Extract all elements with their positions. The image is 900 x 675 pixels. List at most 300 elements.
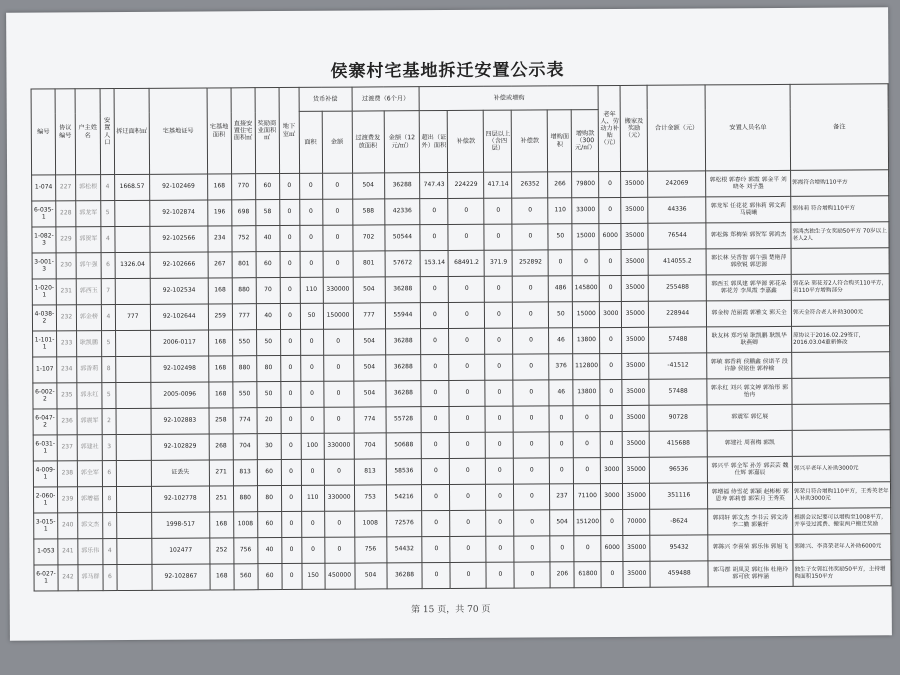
cell-cert: 证丢失 [151,460,209,486]
cell-direct: 756 [234,538,258,564]
cell-reward: 40 [258,538,282,564]
cell-w-comp: 0 [513,328,549,354]
cell-b-amt: 0 [572,250,599,276]
cell-total: 255488 [649,275,707,301]
cell-b-area: 46 [549,380,573,406]
cell-c-area: 0 [301,511,324,537]
cell-direct: 704 [233,434,257,460]
cell-cert: 92-102469 [149,174,207,200]
cell-persons: 郭同轩 郭文杰 李书云 郭文涛 李二勤 郭紫轩 [708,508,793,535]
cell-c-amt: 0 [324,511,354,537]
cell-owner: 郭乐伟 [78,539,103,565]
cell-c-area: 0 [301,407,324,433]
cell-o-comp: 0 [449,380,485,406]
cell-remarks [792,378,890,405]
cell-o-area: 0 [421,380,449,406]
cell-base: 168 [209,382,233,408]
cell-agr: 230 [56,253,76,279]
cell-base: 258 [209,408,233,434]
cell-dem [116,434,151,460]
cell-b-area: 0 [548,250,572,276]
cell-dem [115,278,150,304]
cell-reward: 60 [257,460,281,486]
cell-basement: 0 [281,381,301,407]
cell-agr: 242 [58,565,78,591]
cell-remarks: 独生子女郭红伟奖励50平方，主持增购面积150平方 [793,560,891,587]
cell-basement: 0 [281,459,301,485]
cell-remarks: 郭陈兴、李喜荣老年人补助6000元 [793,534,891,561]
cell-o-area: 0 [422,432,450,458]
cell-elderly: 3000 [600,301,622,327]
cell-persons: 郭西玉 郭凤建 郭华源 郭花朵 郭花芳 李凤霞 李嘉鑫 [706,274,791,301]
cell-direct: 880 [232,356,256,382]
cell-c-area: 0 [301,459,324,485]
cell-people: 2 [102,409,116,435]
cell-reward: 60 [256,252,280,278]
cell-basement: 0 [281,407,301,433]
cell-elderly: 0 [599,249,621,275]
cell-remarks: 郭鸿杰独生子女奖励50平方 70岁以上老人2人 [791,222,889,249]
cell-dem [116,460,151,486]
cell-w-area: 0 [486,510,514,536]
cell-moving: 35000 [622,431,649,457]
cell-owner: 郭龙军 [76,201,101,227]
cell-agr: 236 [57,409,77,435]
cell-total: -41512 [649,353,707,379]
cell-t-amt: 36288 [385,381,421,407]
cell-base: 251 [209,486,233,512]
cell-direct: 550 [233,382,257,408]
cell-cert: 92-102867 [152,564,210,590]
cell-c-amt: 0 [323,329,353,355]
cell-reward: 30 [257,434,281,460]
cell-o-comp: 0 [450,562,486,588]
cell-base: 252 [210,538,234,564]
cell-w-comp: 0 [514,510,550,536]
cell-persons: 郭增福 侍雪花 郭颖 赵彬彬 郭恩寿 郭莉蓉 郭荣月 王秀英 [708,482,793,509]
cell-w-comp: 0 [513,276,549,302]
cell-basement: 0 [280,225,300,251]
cell-c-area: 0 [300,381,323,407]
cell-owner: 郭香莉 [77,357,102,383]
header-within4-area: 四层以上（含四层） [484,110,512,172]
cell-persons: 郭马群 胡凤灵 郭红伟 杜艳玲 郭可欣 郭梓涵 [708,560,793,587]
cell-o-area: 0 [422,458,450,484]
cell-c-amt: 0 [324,407,354,433]
header-agreement: 协议编号 [55,89,76,175]
cell-owner: 郭文杰 [78,513,103,539]
cell-t-amt: 36288 [385,355,421,381]
cell-b-area: 110 [548,198,572,224]
cell-direct: 880 [233,486,257,512]
cell-elderly: 3000 [601,457,623,483]
cell-reward: 40 [256,304,280,330]
cell-elderly: 6000 [601,535,623,561]
cell-w-area: 371.9 [484,250,512,276]
header-persons: 安置人员名单 [705,84,790,171]
cell-b-area: 50 [548,224,572,250]
cell-basement: 0 [280,355,300,381]
cell-c-amt: 450000 [325,563,355,589]
cell-moving: 35000 [623,457,650,483]
cell-owner: 郭贺军 [76,227,101,253]
cell-dem [116,356,151,382]
cell-w-area: 0 [486,484,514,510]
cell-t-area: 777 [353,303,385,329]
cell-reward: 60 [255,174,279,200]
cell-t-amt: 36288 [386,563,422,589]
cell-elderly: 6000 [599,223,621,249]
cell-b-area: 0 [549,406,573,432]
cell-persons: 郭陈兴 李喜荣 郭乐伟 郭旭飞 [708,534,793,561]
cell-b-amt: 0 [574,432,601,458]
cell-c-amt: 0 [324,537,354,563]
cell-owner: 郭增福 [77,487,102,513]
cell-cert: 2006-0117 [150,330,208,356]
cell-w-area: 0 [484,198,512,224]
cell-w-comp: 0 [514,432,550,458]
cell-direct: 752 [232,226,256,252]
header-owner: 户主姓名 [75,89,100,175]
cell-people: 4 [100,175,114,201]
cell-remarks [792,404,890,431]
cell-c-amt: 150000 [323,303,353,329]
cell-w-comp: 0 [514,484,550,510]
cell-total: 351116 [650,483,708,509]
cell-t-area: 504 [355,563,387,589]
cell-agr: 229 [56,227,76,253]
cell-b-amt: 79800 [572,172,599,198]
cell-agr: 232 [56,305,76,331]
cell-t-area: 756 [354,537,386,563]
cell-t-amt: 42336 [384,199,420,225]
cell-basement: 0 [281,537,301,563]
cell-people: 7 [101,279,115,305]
cell-o-area: 0 [420,225,448,251]
cell-t-area: 504 [353,277,385,303]
cell-t-area: 588 [352,199,384,225]
header-reward-area: 奖励商业面积㎡ [255,88,279,174]
cell-agr: 235 [57,383,77,409]
cell-b-amt: 15000 [573,302,600,328]
cell-b-area: 50 [549,302,573,328]
cell-people: 4 [101,227,115,253]
cell-num: 1-082-3 [32,227,56,253]
cell-dem [116,382,151,408]
cell-t-area: 813 [354,459,386,485]
cell-moving: 35000 [621,249,648,275]
cell-total: 95432 [650,535,708,561]
cell-o-comp: 0 [450,536,486,562]
cell-cert: 92-102666 [150,252,208,278]
cell-num: 1-020-1 [32,279,56,305]
cell-base: 271 [209,460,233,486]
cell-persons: 郭震军 郭忆展 [707,404,792,431]
cell-t-amt: 36288 [385,329,421,355]
cell-base: 168 [209,512,233,538]
cell-c-amt: 0 [323,251,353,277]
cell-num: 3-015-1 [34,513,58,539]
cell-o-area: 0 [421,329,449,355]
cell-reward: 20 [257,408,281,434]
cell-o-comp: 0 [450,510,486,536]
cell-people: 4 [103,539,117,565]
cell-t-amt: 72576 [386,511,422,537]
cell-cert: 92-102534 [150,278,208,304]
header-people: 安置人口 [100,89,115,175]
cell-people: 3 [102,435,116,461]
cell-basement: 0 [280,251,300,277]
cell-moving: 35000 [622,405,649,431]
cell-num: 6-047-2 [33,409,57,435]
cell-b-area: 0 [550,536,574,562]
cell-elderly: 0 [600,353,622,379]
header-over-area: 超出（证外）面积 [420,111,448,173]
cell-people: 6 [103,513,117,539]
cell-dem [115,200,150,226]
cell-t-amt: 54216 [386,485,422,511]
cell-o-area: 153.14 [421,251,449,277]
cell-o-comp: 0 [449,276,485,302]
cell-w-comp: 0 [513,354,549,380]
cell-w-comp: 0 [514,536,550,562]
cell-c-area: 0 [299,173,322,199]
cell-t-area: 504 [353,381,385,407]
cell-o-comp: 0 [449,302,485,328]
header-direct-area: 直接安置住宅面积㎡ [231,88,255,174]
header-base-area: 宅基地面积 [207,88,231,174]
cell-c-area: 110 [301,485,324,511]
cell-remarks: 根据会议纪要可以增购至1008平方，并享受过渡费、搬家两户搬迁奖励 [793,508,891,535]
cell-persons: 郭松根 郭春玲 郭霞 郭金平 刘晓冬 刘子墨 [706,170,791,197]
cell-t-area: 1008 [354,511,386,537]
cell-people: 6 [103,565,117,591]
cell-remarks: 郭伟莉 符合增购110平方 [791,196,889,223]
document-page [6,7,892,640]
header-basement: 地下室㎡ [279,87,299,173]
cell-c-area: 0 [300,251,323,277]
cell-persons: 郭金榜 范丽霞 郭雅文 郭天全 [707,300,792,327]
cell-num: 1-101-1 [33,331,57,357]
cell-base: 168 [208,330,232,356]
cell-o-comp: 0 [450,432,486,458]
cell-direct: 770 [231,174,255,200]
cell-t-amt: 54432 [386,537,422,563]
cell-persons: 郭敏 郭香莉 侯鹏鑫 侯诺芊 段许静 侯铭佳 郭梓榆 [707,352,792,379]
cell-remarks: 原协议于2016.02.29签订，2016.03.04重新修改 [792,326,890,353]
cell-basement: 0 [281,433,301,459]
header-currency-area: 面积 [299,111,322,173]
header-within4-comp: 补偿款 [512,110,548,172]
cell-o-comp: 0 [448,198,484,224]
cell-cert: 92-102566 [150,226,208,252]
cell-reward: 60 [257,512,281,538]
cell-owner: 郭金榜 [76,305,101,331]
cell-moving: 35000 [622,353,649,379]
cell-total: 414055.2 [648,249,706,275]
cell-c-area: 0 [300,355,323,381]
cell-w-area: 0 [484,224,512,250]
header-group-transition: 过渡费（6个月） [352,87,420,111]
cell-persons: 郭长林 吴香智 郭午强 楚艳萍 郭欣锐 郭思源 [706,248,791,275]
cell-elderly: 0 [600,405,622,431]
cell-persons: 郭龙军 任花花 郭伟莉 郭文莉 马晨曦 [706,196,791,223]
cell-b-area: 266 [548,172,572,198]
cell-t-amt: 57672 [385,251,421,277]
cell-num: 6-002-2 [33,383,57,409]
cell-remarks: 郭霞符合增购110平方 [791,170,889,197]
cell-agr: 234 [57,357,77,383]
cell-c-area: 100 [301,433,324,459]
cell-num: 1-053 [34,539,58,565]
cell-owner: 郭午强 [76,253,101,279]
cell-cert: 1998-517 [152,512,210,538]
cell-total: 44336 [648,197,706,223]
cell-o-area: 0 [420,199,448,225]
cell-remarks: 郭荣月符合增购110平方，王秀英老年人补助3000元 [792,482,890,509]
cell-w-area: 0 [485,380,513,406]
cell-w-comp: 26352 [512,172,548,198]
cell-b-area: 46 [549,328,573,354]
cell-agr: 241 [58,539,78,565]
cell-dem [117,564,152,590]
cell-dem [115,330,150,356]
header-currency-amount: 金额 [322,111,352,173]
cell-total: 228944 [649,301,707,327]
cell-people: 5 [102,383,116,409]
cell-num: 4-009-1 [33,461,57,487]
cell-num: 3-001-3 [32,253,56,279]
cell-direct: 774 [233,408,257,434]
cell-num: 2-060-1 [33,487,57,513]
cell-cert: 92-102498 [151,356,209,382]
cell-c-area: 0 [300,329,323,355]
cell-agr: 237 [57,435,77,461]
cell-agr: 227 [56,175,76,201]
header-total: 合计金额（元） [647,85,705,171]
cell-b-amt: 112800 [573,354,600,380]
header-over-comp: 补偿款 [448,110,484,172]
cell-agr: 233 [57,331,77,357]
cell-direct: 801 [232,252,256,278]
cell-total: 76544 [648,223,706,249]
cell-elderly: 3000 [601,483,623,509]
cell-b-amt: 71100 [574,484,601,510]
cell-w-area: 417.14 [484,172,512,198]
page-title: 侯寨村宅基地拆迁安置公示表 [330,60,565,82]
header-buy-amount: 增购款（300元/㎡） [572,110,599,172]
cell-b-area: 376 [549,354,573,380]
cell-people: 6 [102,461,116,487]
header-moving: 搬家及奖励（元） [620,85,648,171]
cell-direct: 813 [233,460,257,486]
cell-direct: 880 [232,278,256,304]
cell-moving: 35000 [621,223,648,249]
cell-basement: 0 [279,199,299,225]
cell-b-amt: 13800 [573,380,600,406]
cell-remarks [792,352,890,379]
cell-cert: 92-102883 [151,408,209,434]
cell-remarks: 郭兴平老年人补助3000元 [792,456,890,483]
cell-w-area: 0 [486,458,514,484]
cell-c-amt: 0 [322,173,352,199]
cell-b-amt: 151200 [574,510,601,536]
table-body [32,170,892,591]
cell-t-area: 774 [354,407,386,433]
cell-people: 4 [101,305,115,331]
page-footer: 第 15 页，共 70 页 [411,604,491,616]
cell-b-area: 0 [550,432,574,458]
cell-remarks [792,430,890,457]
cell-cert: 2005-0096 [151,382,209,408]
header-num: 编号 [31,89,55,175]
cell-o-comp: 0 [450,458,486,484]
cell-total: 415688 [649,431,707,457]
cell-cert: 92-102778 [151,486,209,512]
cell-remarks [791,248,889,275]
header-remarks: 备注 [790,84,889,171]
cell-agr: 228 [56,201,76,227]
cell-t-area: 801 [353,251,385,277]
cell-w-comp: 0 [514,458,550,484]
cell-c-amt: 330000 [324,433,354,459]
cell-t-amt: 36288 [384,173,420,199]
cell-o-area: 0 [421,406,449,432]
cell-reward: 80 [257,486,281,512]
cell-t-area: 702 [352,225,384,251]
cell-b-amt: 61800 [574,562,601,588]
cell-dem [115,226,150,252]
cell-w-area: 0 [485,406,513,432]
cell-direct: 777 [232,304,256,330]
cell-c-area: 110 [300,277,323,303]
cell-moving: 70000 [623,509,650,535]
cell-owner: 郭震军 [77,409,102,435]
cell-o-area: 0 [422,484,450,510]
cell-dem: 777 [115,304,150,330]
cell-w-area: 0 [485,328,513,354]
cell-reward: 50 [257,382,281,408]
cell-t-amt: 50544 [384,225,420,251]
cell-c-area: 50 [300,303,323,329]
cell-base: 168 [210,564,234,590]
cell-w-comp: 0 [513,380,549,406]
cell-people: 6 [101,253,115,279]
cell-o-comp: 68491.2 [449,250,485,276]
cell-cert: 92-102644 [150,304,208,330]
cell-reward: 70 [256,278,280,304]
cell-persons: 郭松陈 郑梅荣 郭贺军 郭鸿杰 [706,222,791,249]
cell-num: 1-074 [32,175,56,201]
cell-c-amt: 0 [322,199,352,225]
cell-base: 168 [208,356,232,382]
cell-owner: 耿凯鹏 [76,331,101,357]
cell-num: 6-035-1 [32,201,56,227]
cell-o-area: 0 [421,354,449,380]
cell-b-area: 0 [550,458,574,484]
cell-dem [117,512,152,538]
cell-moving: 35000 [622,301,649,327]
relocation-table [31,83,892,591]
cell-reward: 80 [256,356,280,382]
cell-moving: 35000 [621,197,648,223]
cell-c-amt: 0 [322,225,352,251]
cell-agr: 239 [57,487,77,513]
cell-moving: 35000 [623,561,650,587]
cell-o-area: 0 [422,562,450,588]
cell-moving: 35000 [623,535,650,561]
cell-agr: 238 [57,461,77,487]
